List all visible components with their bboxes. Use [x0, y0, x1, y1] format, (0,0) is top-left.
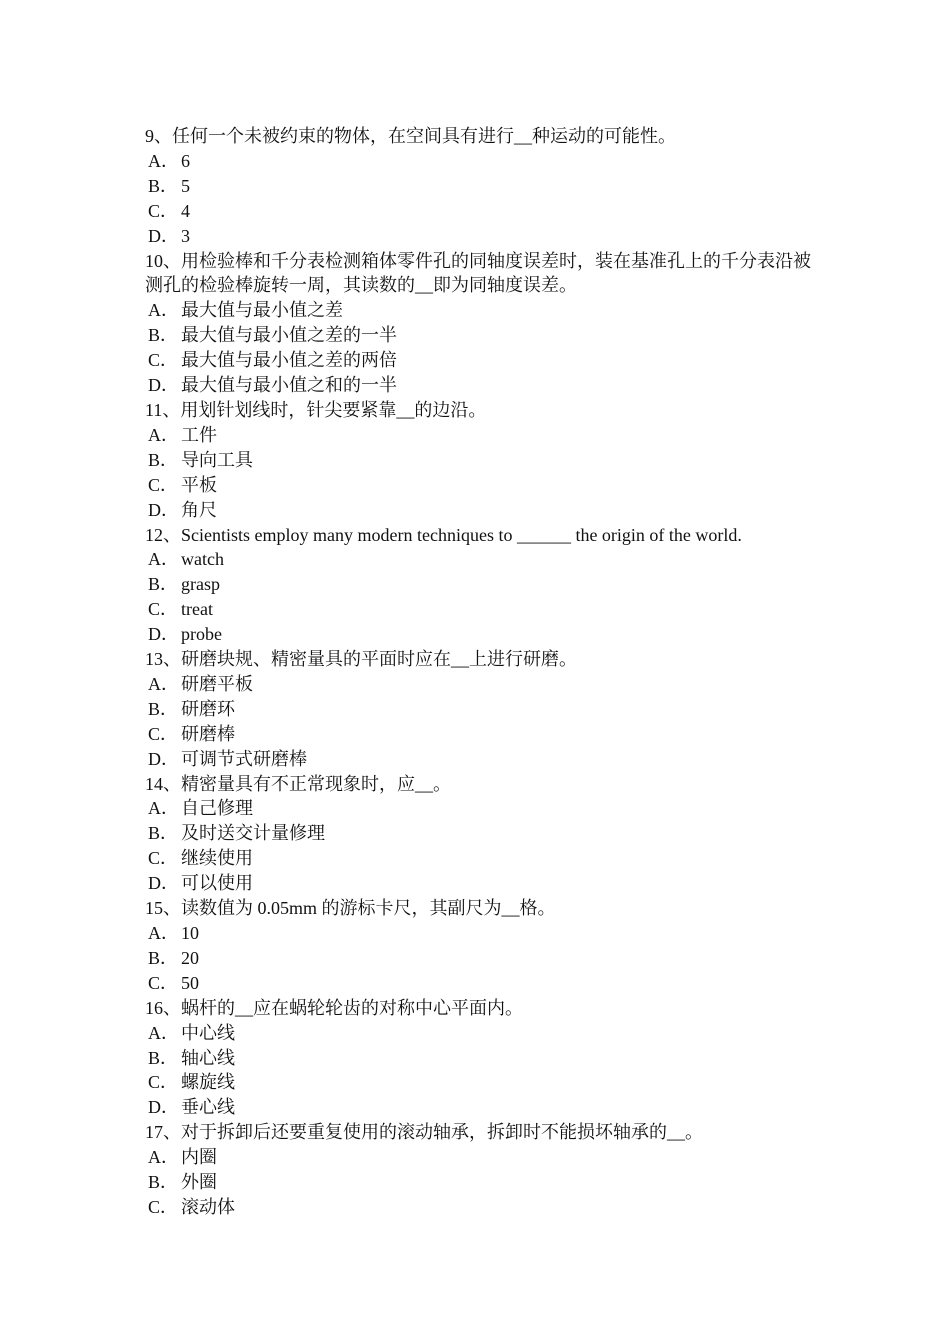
question-11 — [145, 398, 825, 523]
option-a: A． 10 — [148, 923, 199, 943]
option-a: A． 中心线 — [148, 1022, 235, 1043]
option-d: D． probe — [148, 624, 222, 645]
option-d: D． 可调节式研磨棒 — [148, 748, 307, 769]
question-text: 14、精密量具有不正常现象时，应__。 — [145, 773, 451, 794]
option-a: A． 内圈 — [148, 1147, 217, 1168]
option-c: C． 继续使用 — [148, 848, 253, 869]
option-b: B． grasp — [148, 574, 220, 595]
option-a: A． watch — [148, 549, 224, 570]
option-a: A． 6 — [148, 150, 190, 171]
question-13 — [145, 647, 825, 772]
question-16 — [145, 996, 825, 1121]
option-d: D． 可以使用 — [148, 873, 253, 894]
option-d: D． 3 — [148, 225, 190, 246]
question-text: 9、任何一个未被约束的物体，在空间具有进行__种运动的可能性。 — [145, 126, 676, 146]
question-15 — [145, 896, 825, 996]
option-c: C． 最大值与最小值之差的两倍 — [148, 350, 397, 371]
question-14 — [145, 772, 825, 897]
option-b: B． 及时送交计量修理 — [148, 823, 325, 844]
question-10 — [145, 249, 825, 398]
question-text: 13、研磨块规、精密量具的平面时应在__上进行研磨。 — [145, 649, 577, 670]
question-text: 10、用检验棒和千分表检测箱体零件孔的同轴度误差时，装在基准孔上的千分表沿被测孔的检验棒旋转一周，其读数的__即为同轴度误差。 — [145, 250, 811, 296]
question-text: 12、Scientists employ many modern techniques to ______ the origin of the world. — [145, 524, 742, 545]
option-a: A． 研磨平板 — [148, 673, 253, 694]
option-a: A． 工件 — [148, 424, 217, 445]
option-c: C． 50 — [148, 972, 199, 993]
option-a: A． 自己修理 — [148, 798, 253, 819]
option-c: C． 平板 — [148, 474, 217, 495]
question-text: 15、读数值为 0.05mm 的游标卡尺，其副尺为__格。 — [145, 898, 556, 919]
option-b: B． 外圈 — [148, 1172, 217, 1193]
option-a: A． 最大值与最小值之差 — [148, 300, 343, 321]
option-c: C． 螺旋线 — [148, 1072, 235, 1093]
option-b: B． 导向工具 — [148, 449, 253, 470]
option-d: D． 最大值与最小值之和的一半 — [148, 375, 397, 396]
question-12 — [145, 523, 825, 648]
option-b: B． 最大值与最小值之差的一半 — [148, 325, 397, 346]
option-c: C． 滚动体 — [148, 1196, 235, 1217]
question-text: 17、对于拆卸后还要重复使用的滚动轴承，拆卸时不能损坏轴承的__。 — [145, 1122, 703, 1143]
option-c: C． 4 — [148, 200, 190, 221]
option-c: C． treat — [148, 599, 213, 620]
option-c: C． 研磨棒 — [148, 723, 235, 744]
option-b: B． 研磨环 — [148, 698, 235, 719]
option-b: B． 轴心线 — [148, 1047, 235, 1068]
question-text: 11、用划针划线时，针尖要紧靠__的边沿。 — [145, 399, 487, 420]
question-17 — [145, 1120, 825, 1220]
option-d: D． 角尺 — [148, 499, 217, 520]
question-text: 16、蜗杆的__应在蜗轮轮齿的对称中心平面内。 — [145, 997, 523, 1018]
question-9 — [145, 124, 825, 249]
option-b: B． 20 — [148, 947, 199, 968]
option-d: D． 垂心线 — [148, 1097, 235, 1118]
option-b: B． 5 — [148, 175, 190, 196]
question-list — [145, 124, 825, 1220]
